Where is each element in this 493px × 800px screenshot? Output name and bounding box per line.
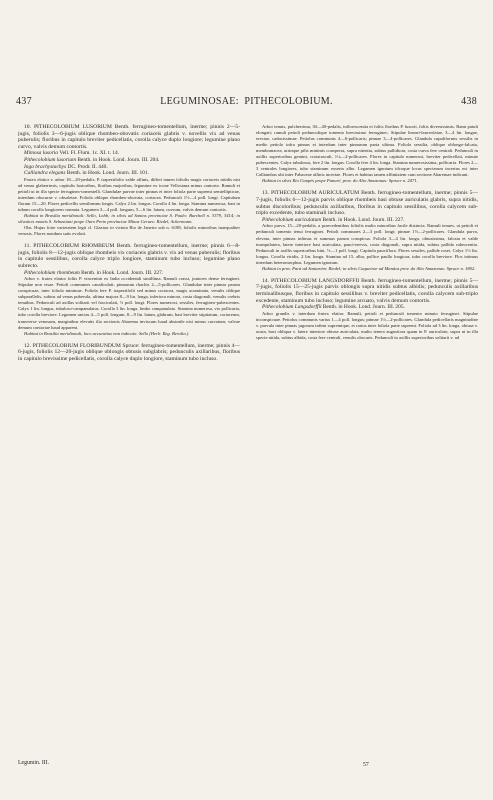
habitat-note: Habitat in silvis Rio Uaupés prope Panuré, prov. do Alto Amazonas: Spruce n. 2471. [262, 178, 418, 184]
synonym-name: Mimosa lusoria [24, 150, 58, 157]
species-description: Arbor v. frutex elatior foliis P. vincentini ex India occidentali simillima. Ramuli crassi, juniores dense ferruginei. Stipulae non visae. Petioli communes canaliculati; pinnarum rhachis 2—5-pollicares. Glandulae inter pinnas parum conspicuae, inter foliola minimae. Foliola fere P. trapeziifolii sed minus coriacea, magis acuminata, venulis oblique subparallelis, subtus ad venas puberula, ultima majora 8—9 lin. longa, inferiora minora, costa diagonali, venulis crebris tenuibus. Pedunculi ad axillas solitarii vel fasciculati, ½ poll. longi. Flores numerosi, sessiles, ferrugineo-pubescentes. Calyx 1 lin. longus, tubuloso-campanulatus. Corolla 3 lin. longa, limbo campanulato. Stamina numerosa, vix pollicaria, tubo corolla breviore. Legumen uncias 4—5 poll. longum, 8—9 lin. latum, glabrum, basi breviter stipitatum, coriaceum, transverse venosum, marginibus elevatis ilia sectionis Abarema inviscum haud absimile nisi minus curvatum; valvae demum contortae haud apparent. [18, 276, 240, 330]
synonym-ref: Benth. in Hook. Lond. Journ. III. 227. [81, 269, 164, 276]
habitat-note: Habitat in Brasilia meridionali, loco accuratius non indicato: Sello (Herb. Reg. Berolin.). [24, 330, 190, 336]
right-column [256, 124, 478, 780]
species-description: Arbor grandis v. interdum frutex elatior. Ramuli, petioli et pedunculi tomento minuto ferruginei. Stipulae inconspicuae. Petiolus communis varius 1—4 poll. longus; pinnae 1½—2-pollicares. Glandula pedicellaris magnitudine v. parvula inter pinnas jugorum infimi supremique, et rarius inter foliola parte supremi. Foliola ad 3 lin. longa, obtusa v. acuta, basi obliqua v. latere interiore obtuse auriculata, multo tenera augustiora quam in P. auriculato; supra ut in illa specie nitida, subtus albida, costa fere centrali, venulis obscuris. Pedunculi in axillis superioribus solitarii v. ad [256, 310, 478, 340]
synonym [256, 304, 478, 311]
synonym-name: Pithecolobium rhombeum [24, 269, 80, 276]
species-description: Arbor parva, 15—20-pedalis, a praecedentibus foliolis multo minoribus facile distincta. Ramuli tenues, ut petioli et pedunculi tomento tenui ferruginei. Petioli communes 2—3 poll. longi; pinnae 1½—2-pollicares. Glandula parva, elevata, inter pinnas infimas et summas parum conspicua. Foliola 3—4 lin. longa, obtusissima, falcata et valde inaequilatera, latere interiore basi auriculata, pauci-nervia, costa diagonali, supra nitida, subtus pallida rubescentia. Pedunculi in axillis superioribus bini, ½—1 poll. longi. Capitula pauciflora. Flores sessiles, pallide rosei. Calyx 1½ lin. longus. Corolla viridis, 2 lin. longa. Stamina ad 15, alba, pollice paullo longiora, tubo corolla breviore. Flos intimus interdum heteromorphus. Legumen ignotum. [256, 223, 478, 265]
species-description: Frutex elatior v. arbor 18—20-pedalis, P. trapeziifolio valde affinis, differt tamen foliolis magis coriaceis nitidis nisi ad venas glaberrimis, capitulis laxioribus, floribus majoribus, legumine ex icone Vellosiana minus contorto. Ramuli et petioli ut in illa specie ferrugineo-tomentelli. Glandulae parvae inter pinnas et inter foliola parte supremi semiellipticae, interdum obscurae v. obsoletae. Foliola oblique rhombeo-obovata, coriacea. Pedunculi 1½—4 poll. longi. Capitulum florum 15—20. Flores pedicellis semilineam longis. Calyx 2 lin. longus. Corolla 4 lin. longa. Stamina numerosa, basi in tubum corolla longiorem connata. Legumen 3—4 poll. longum, 5—6 lin. latum, curvum, valvis demum contortis. [18, 176, 240, 212]
synonym-name: Calliandra elegans [24, 170, 66, 177]
synonym-ref: Benth. in Hook. Lond. Journ. III. 101. [66, 170, 149, 177]
page-number-left: 437 [16, 96, 32, 107]
synonym-ref: Benth. in Hook. Lond. Journ. III. 204. [77, 156, 160, 163]
sheet-number: 57 [363, 762, 369, 768]
synonym-ref: Vell. Fl. Flum. 1c. XI. t. 14. [59, 150, 120, 157]
synonym-ref: Benth. in Hook. Lond. Journ. III. 227. [322, 216, 405, 223]
synonym [256, 217, 478, 224]
header-title [16, 96, 477, 107]
synonym-ref: Benth. in Hook. Lond. Journ. III. 205. [322, 304, 405, 311]
species-heading: 11. PITHECOLOBIUM RHOMBEUM Benth. ferrugineo-tomentellum, inerme; pinnis 6—8-jugis, foliolis 8—12-jugis oblique rhombeis vix coriaceis glabris v. vix ad venas puberulis; floribus in capitulo sessilibus, corolla calyce triplo longiore, staminum tubo incluso; legumine plano subrecto. [18, 243, 240, 269]
synonym-name: Pithecolobium Langsdorffii [262, 304, 322, 311]
species-heading: 12. PITHECOLOBIUM FLORIBUNDUM Spruce: ferrugineo-tomentellum, inerme; pinnis 4—6-jugis, foliolis 12—20-jugis oblique oblongis obtusis subglabris; pedunculis axillaribus, floribus in capitulo brevissime pedicellatis, corolla calyce duplo longiore, staminum tubo incluso. [18, 342, 240, 362]
header-genus: PITHECOLOBIUM. [244, 96, 333, 107]
left-column [18, 124, 240, 780]
synonym [18, 150, 240, 157]
synonym [18, 164, 240, 171]
signature-footer: Legumin. III. [18, 760, 50, 766]
synonym-name: Inga brachystachys [24, 163, 67, 170]
synonym [18, 170, 240, 177]
habitat-note: Habitat in prov. Pará ad Santarém: Riedel; in silvis Caqueirae ad Manáos prov. do Alto Amazonas: Spruce n. 1802. [262, 265, 476, 271]
observation-note: Obs. Hujus forte varietatem legit cl. Glaziou in vicinia Rio de Janeiro sub n. 6188, foliolis minoribus inaequaliter venosis. Flores nondum satis evoluti. [18, 225, 240, 237]
species-description: Arbor tenuis, pulcherrima, 30—40-pedalis, inflorescentia et foliis floribus P. lusorii, foliis diversissimis. Rami patuli elongati; ramuli petioli pedunculique tomento brevissimo ferrugineo. Stipulae lineari-lanceolatae, 3—4 lin. longae, erectae, caducissimae. Petiolus communis 4—6-pollicaris; pinnae 3—4-pollicares. Glandula cupuliformis sessilis in medio petiolo infra pinnas et interdum inter pinnarum paria ultima. Foliola sessilia, oblique oblongo-falcata, membranacea, utrinque pilis minimis conspersa, supra nitentia, subtus pallidiora, costa curva fere centrali. Pedunculi in axillis superioribus gemini, crassiusculi, 1¼—2-pollicares. Flores in capitulo numerosi, breviter pedicellati, minute pubescentes. Calyx tubulosus, fere 2 lin. longus. Corolla fere 4 lin. longa. Stamina numerosissima, pollicaria. Flores 2—3 centrales longiores, tubo staminum exserto albo. Legumen ignotum idcoque locus specierum incertus est inter Calliandras ubi inter Fabaceae affinis incertae. Flores et habitus tamen affinitatem cum sectione Abaremae indicant. [256, 124, 478, 178]
page-number-right: 438 [461, 96, 477, 107]
running-header [16, 96, 477, 110]
header-family: LEGUMINOSAE: [160, 96, 239, 107]
synonym-ref: DC. Prodr. II. 440. [67, 163, 108, 170]
synonym [18, 157, 240, 164]
habitat-note: Habitat in Brasilia meridionali: Sello, Lobb; in silvis ad Santos provinciae S. Paulo: Burchell n. 3379, 3414; in silvaticis montis S. Sebastiani prope Ouro Preto provinciae Minas Geraes: Riedel, Ackermann. [18, 213, 240, 225]
species-heading: 13. PITHECOLOBIUM AURICULATUM Benth. ferrugineo-tomentellum, inerme; pinnis 5—7-jugis, foliolis 6—12-jugis parvis oblique rhombeis basi obtuse auriculatis glabris, supra nitidis, subtus discoloribus; pedunculis axillaribus, floribus in capitulo sessilibus, corolla calycem sub-triplo excedente, tubo staminali incluso. [256, 190, 478, 217]
synonym [18, 270, 240, 277]
synonym-name: Pithecolobium lusorium [24, 156, 76, 163]
species-heading: 10. PITHECOLOBIUM LUSORIUM Benth. ferrugineo-tomentellum, inerme; pinnis 2—5-jugis, foliolis 3—6-jugis oblique rhombeo-obovatis coriaceis glabris v. novellis vix ad venas puberulis; floribus in capitulo breviter pedicellatis, corolla calyce duplo longiore; legumine plano curvo, valvis demum contortis. [18, 124, 240, 150]
synonym-name: Pithecolobium auriculatum [262, 216, 322, 223]
species-heading: 14. PITHECOLOBIUM LANGSDORFFII Benth. ferrugineo-tomentellum, inerme; pinnis 5—7-jugis, foliolis 15—25-jugis parvis oblongis supra nitidis subtus albidis; pedunculis axillaribus terminalibusque, floribus in capitulo sessilibus v. breviter pedicellatis, corolla calycem sub-triplo excedente, staminum tubo incluso; legumine arcuato, valvis demum contortis. [256, 277, 478, 304]
